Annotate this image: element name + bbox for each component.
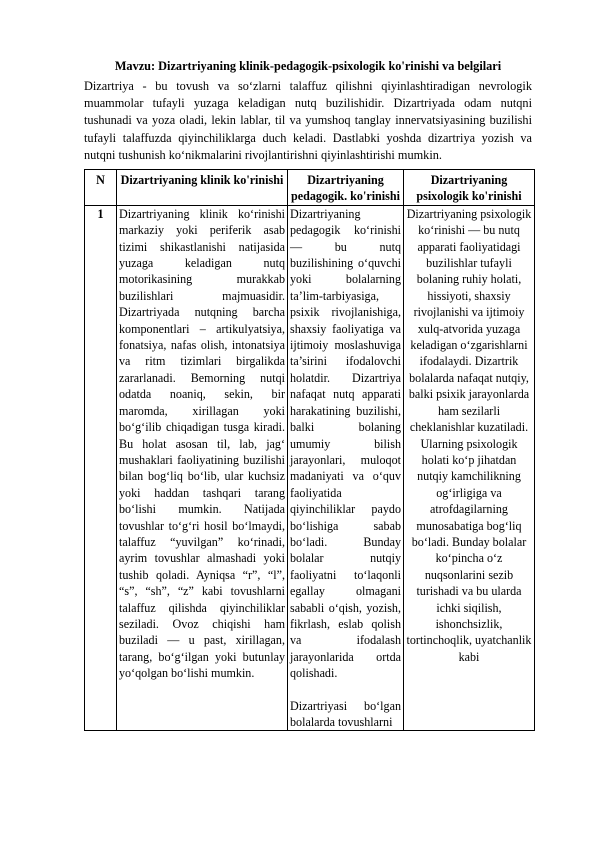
pedagogical-paragraph-1: Dizartriyaning pedagogik ko‘rinishi — bu nutq buzilishining o‘quvchi yoki bolalarning ta’lim-tarbiyasiga, psixik rivojlanishiga, shaxsiy faoliyatiga va ijtimoiy moslashuviga ta’sirini ifodalovchi holatdir. Dizartriya nafaqat nutq apparati harakatining buzilishi, balki bolaning umumiy bilish jarayonlari, muloqot madaniyati va o‘quv faoliyatida qiyinchiliklar paydo bo‘lishiga sabab bo‘ladi. Bunday bolalar nutqiy faoliyatni to‘laqonli egallay olmagani sababli o‘qish, yozish, fikrlash, eslab qolish va ifodalash jarayonlarida ortda qolishadi. (290, 206, 401, 681)
document-page (84, 58, 532, 731)
row-number: 1 (85, 205, 117, 731)
header-number: N (85, 170, 117, 206)
cell-psychological: Dizartriyaning psixologik ko‘rinishi — bu nutq apparati faoliyatidagi buzilishlar tufayli bolaning ruhiy holati, hissiyoti, shaxsiy rivojlanishi va ijtimoiy xulq-atvorida yuzaga keladigan o‘zgarishlarni ifodalaydi. Dizartrik bolalarda nafaqat nutqiy, balki psixik jarayonlarda ham sezilarli cheklanishlar kuzatiladi. Ularning psixologik holati ko‘p jihatdan nutqiy kamchilikning og‘irligiga va atrofdagilarning munosabatiga bog‘liq bo‘ladi. Bunday bolalar ko‘pincha o‘z nuqsonlarini sezib turishadi va bu ularda ichki siqilish, ishonchsizlik, tortinchoqlik, uyatchanlik kabi (404, 205, 535, 731)
header-psychological: Dizartriyaning psixologik ko'rinishi (404, 170, 535, 206)
table-header-row (85, 170, 535, 206)
comparison-table (84, 169, 535, 731)
cell-clinical: Dizartriyaning klinik ko‘rinishi markaziy yoki periferik asab tizimi shikastlanishi natijasida yuzaga keladigan nutq motorikasining murakkab buzilishlari majmuasidir. Dizartriyada nutqning barcha komponentlari – artikulyatsiya, fonatsiya, nafas olish, intonatsiya va ritm tizimlari birgalikda zararlanadi. Bemorning nutqi odatda noaniq, sekin, bir maromda, xirillagan yoki bo‘g‘ilib chiqadigan tusga kiradi. Bu holat asosan til, lab, jag‘ mushaklari faoliyatining buzilishi bilan bog‘liq bo‘lib, ular kuchsiz yoki haddan tashqari tarang bo‘lishi mumkin. Natijada tovushlar to‘g‘ri hosil bo‘lmaydi, talaffuz “yuvilgan” ko‘rinadi, ayrim tovushlar almashadi yoki tushib qoladi. Ayniqsa “r”, “l”, “s”, “sh”, “z” kabi tovushlarni talaffuz qilishda qiyinchiliklar seziladi. Ovoz chiqishi ham buziladi — u past, xirillagan, tarang, bo‘g‘ilgan yoki butunlay yo‘qolgan bo‘lishi mumkin. (117, 205, 288, 731)
pedagogical-paragraph-2: Dizartriyasi bo‘lgan bolalarda tovushlarni (290, 698, 401, 730)
header-pedagogical: Dizartriyaning pedagogik. ko'rinishi (288, 170, 404, 206)
document-title: Mavzu: Dizartriyaning klinik-pedagogik-psixologik ko'rinishi va belgilari (114, 59, 502, 73)
cell-pedagogical (288, 205, 404, 731)
intro-paragraph: Dizartriya - bu tovush va so‘zlarni talaffuz qilishni qiyinlashtiradigan nevrologik muammolar tufayli yuzaga keladigan nutq buzilishidir. Dizartriyada odam nutqni tushunadi va yoza oladi, lekin lablar, til va yumshoq tanglay innervatsiyasining buzilishi tufayli talaffuzda qiyinchiliklarga duch keladi. Dastlabki yoshda dizartriya yozish va nutqni tushunish ko‘nikmalarini rivojlantirishni qiyinlashtirishi mumkin. (84, 79, 532, 162)
table-row (85, 205, 535, 731)
header-clinical: Dizartriyaning klinik ko'rinishi (117, 170, 288, 206)
